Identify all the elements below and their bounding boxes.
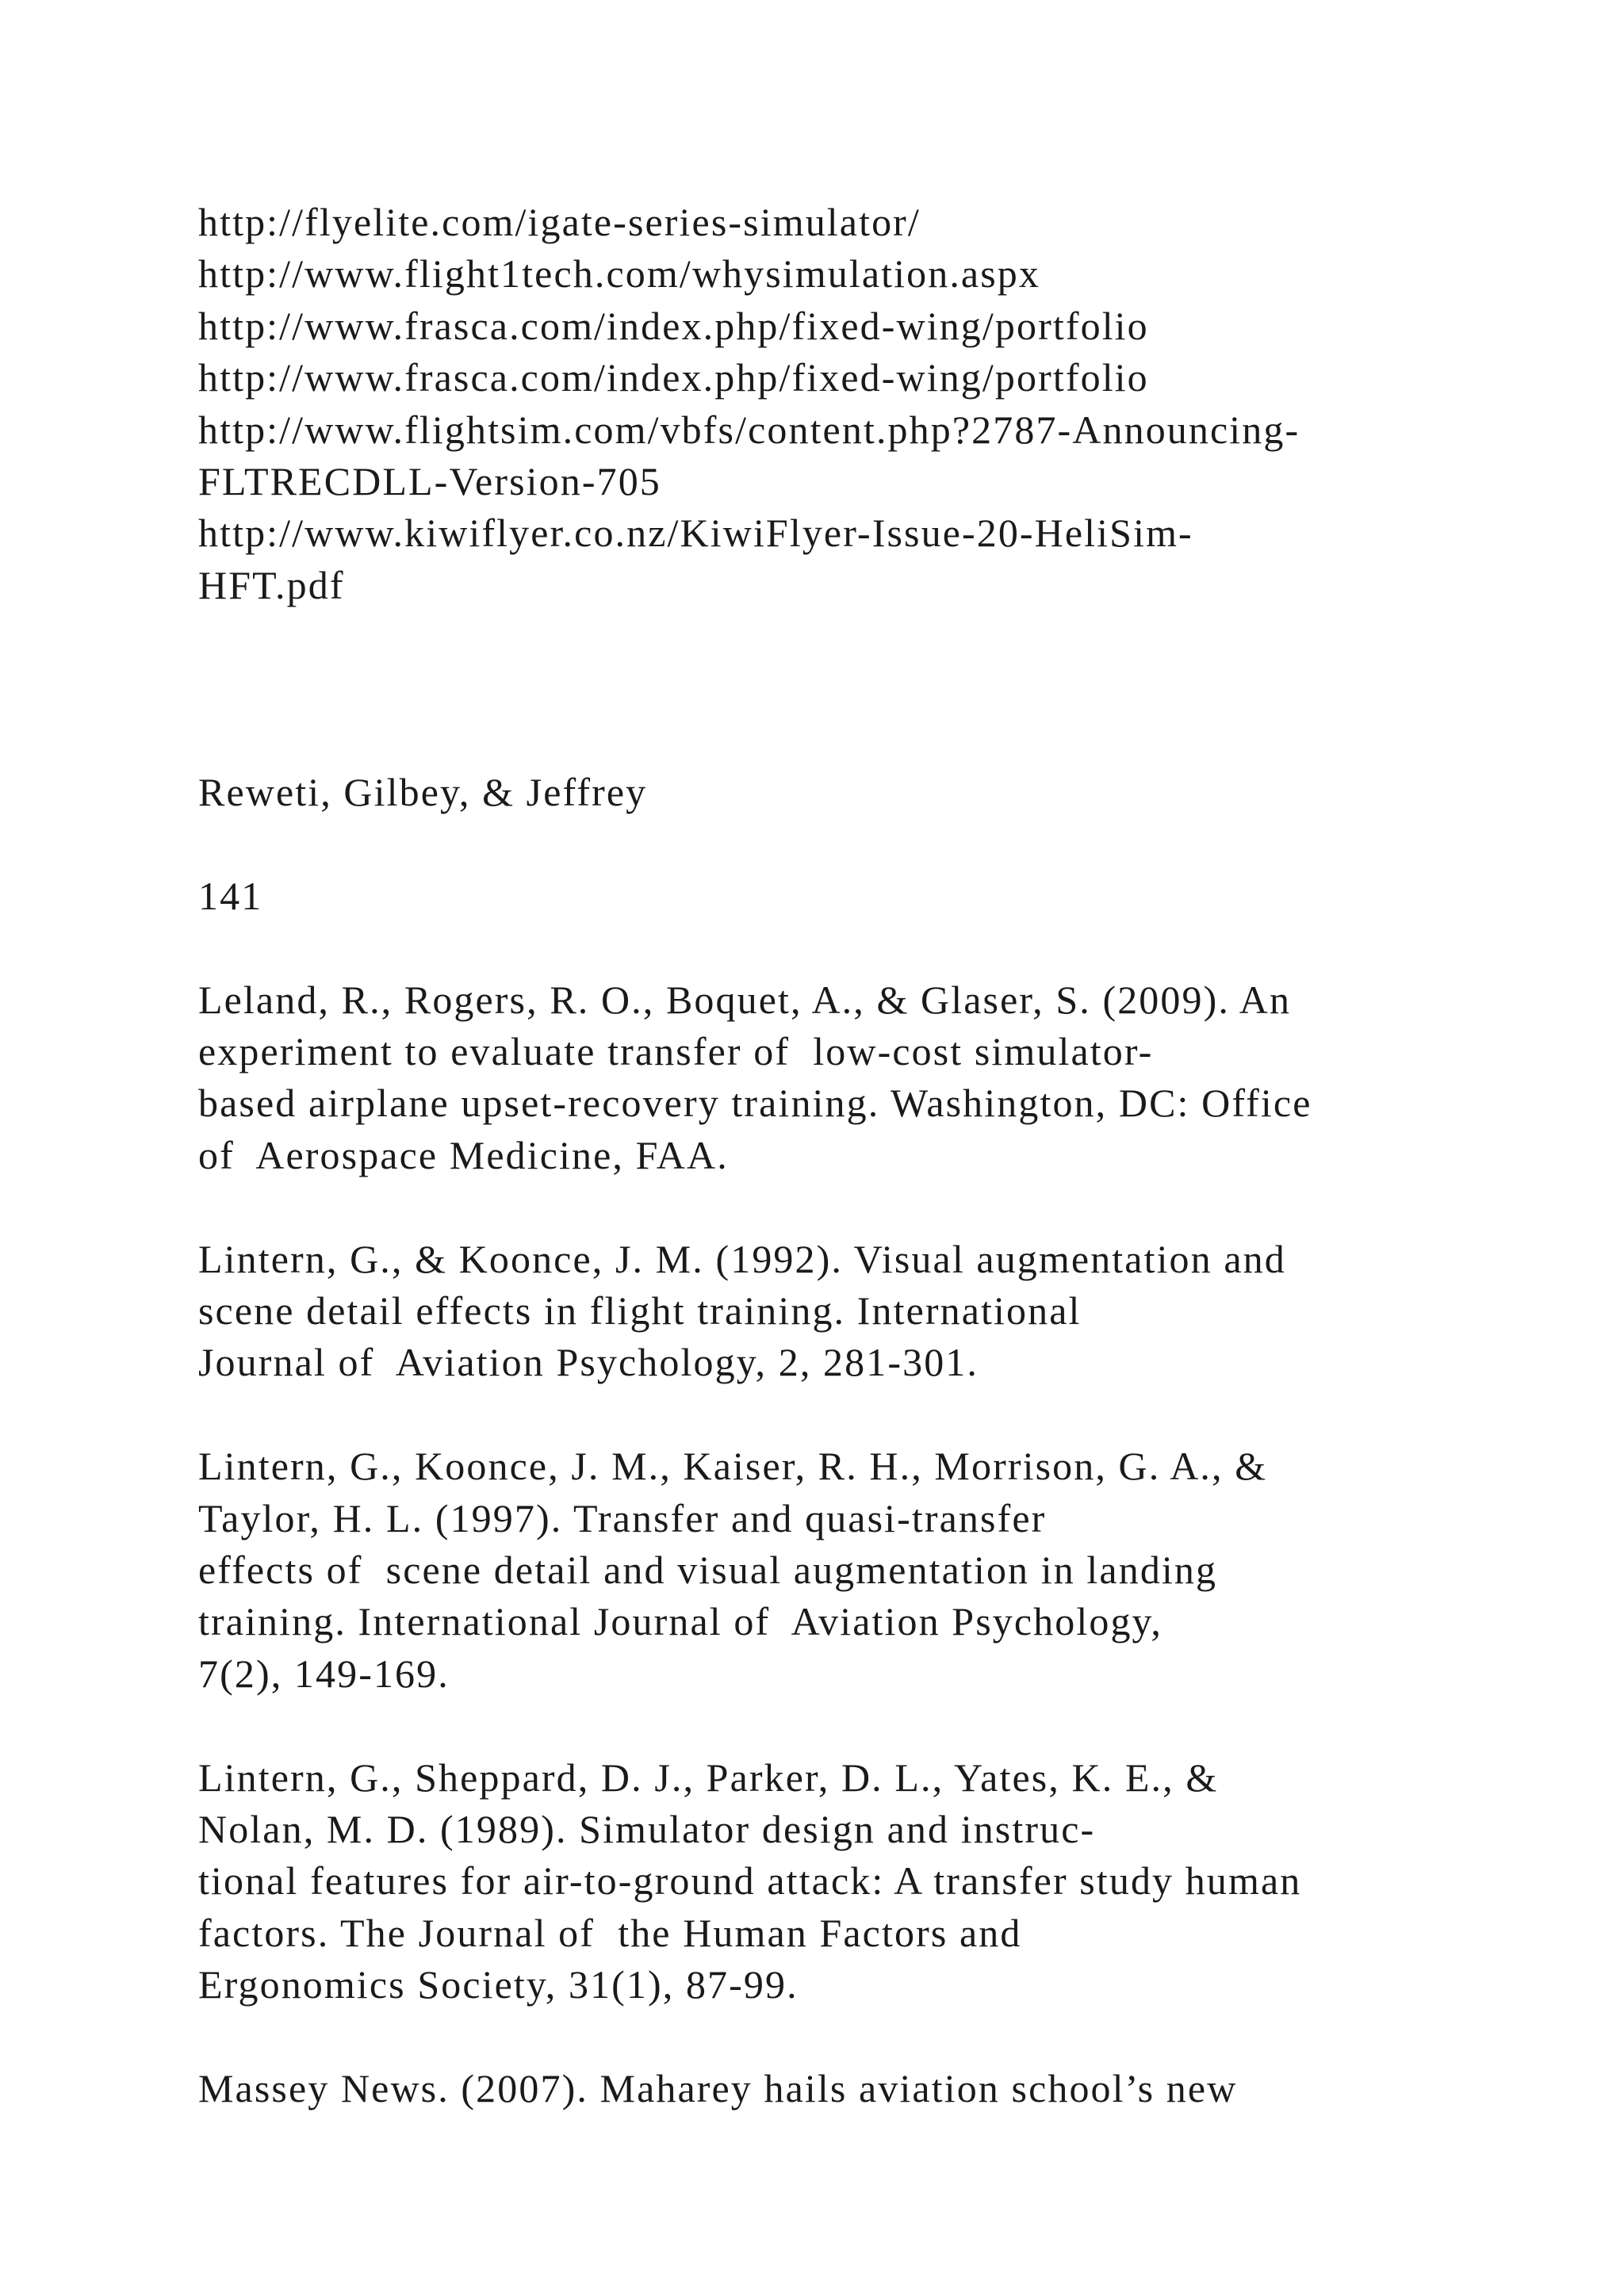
url-line: http://www.frasca.com/index.php/fixed-wing/portfolio <box>198 303 1149 348</box>
reference-entry <box>198 1752 1594 2011</box>
reference-line: tional features for air-to-ground attack: A transfer study human <box>198 1858 1302 1904</box>
url-list <box>198 197 1594 611</box>
url-line: http://www.flightsim.com/vbfs/content.php?2787-Announcing- <box>198 407 1300 452</box>
reference-line: factors. The Journal of the Human Factors and <box>198 1910 1022 1955</box>
reference-line: 7(2), 149-169. <box>198 1651 450 1696</box>
url-line: http://flyelite.com/igate-series-simulator/ <box>198 200 921 244</box>
reference-line: scene detail effects in flight training. International <box>198 1288 1082 1334</box>
reference-entry <box>198 974 1594 1182</box>
reference-line: of Aerospace Medicine, FAA. <box>198 1132 729 1177</box>
reference-line: Taylor, H. L. (1997). Transfer and quasi-transfer <box>198 1495 1047 1540</box>
reference-line: based airplane upset-recovery training. Washington, DC: Office <box>198 1081 1312 1126</box>
url-line: http://www.kiwiflyer.co.nz/KiwiFlyer-Issue-20-HeliSim- <box>198 511 1193 556</box>
reference-entry <box>198 1441 1594 1700</box>
reference-line: Massey News. (2007). Maharey hails aviation school’s new <box>198 2065 1238 2110</box>
reference-line: Lintern, G., Sheppard, D. J., Parker, D. L., Yates, K. E., & <box>198 1755 1219 1800</box>
url-line: FLTRECDLL-Version-705 <box>198 458 661 503</box>
reference-line: Journal of Aviation Psychology, 2, 281-301. <box>198 1340 979 1385</box>
reference-line: experiment to evaluate transfer of low-cost simulator- <box>198 1029 1154 1074</box>
reference-entry <box>198 2063 1594 2114</box>
page-number: 141 <box>198 873 263 918</box>
reference-line: Leland, R., Rogers, R. O., Boquet, A., & Glaser, S. (2009). An <box>198 977 1292 1022</box>
url-line: http://www.frasca.com/index.php/fixed-wing/portfolio <box>198 355 1149 400</box>
reference-line: Nolan, M. D. (1989). Simulator design and instruc- <box>198 1806 1096 1851</box>
url-line: HFT.pdf <box>198 562 345 607</box>
reference-line: training. International Journal of Aviation Psychology, <box>198 1599 1163 1644</box>
reference-entry <box>198 1234 1594 1389</box>
reference-line: Lintern, G., Koonce, J. M., Kaiser, R. H., Morrison, G. A., & <box>198 1444 1268 1489</box>
running-header: Reweti, Gilbey, & Jeffrey <box>198 770 648 815</box>
url-line: http://www.flight1tech.com/whysimulation.aspx <box>198 251 1040 297</box>
document-page <box>198 197 1594 2114</box>
reference-line: Lintern, G., & Koonce, J. M. (1992). Visual augmentation and <box>198 1236 1286 1281</box>
reference-line: effects of scene detail and visual augmentation in landing <box>198 1547 1218 1592</box>
reference-line: Ergonomics Society, 31(1), 87-99. <box>198 1962 799 2007</box>
